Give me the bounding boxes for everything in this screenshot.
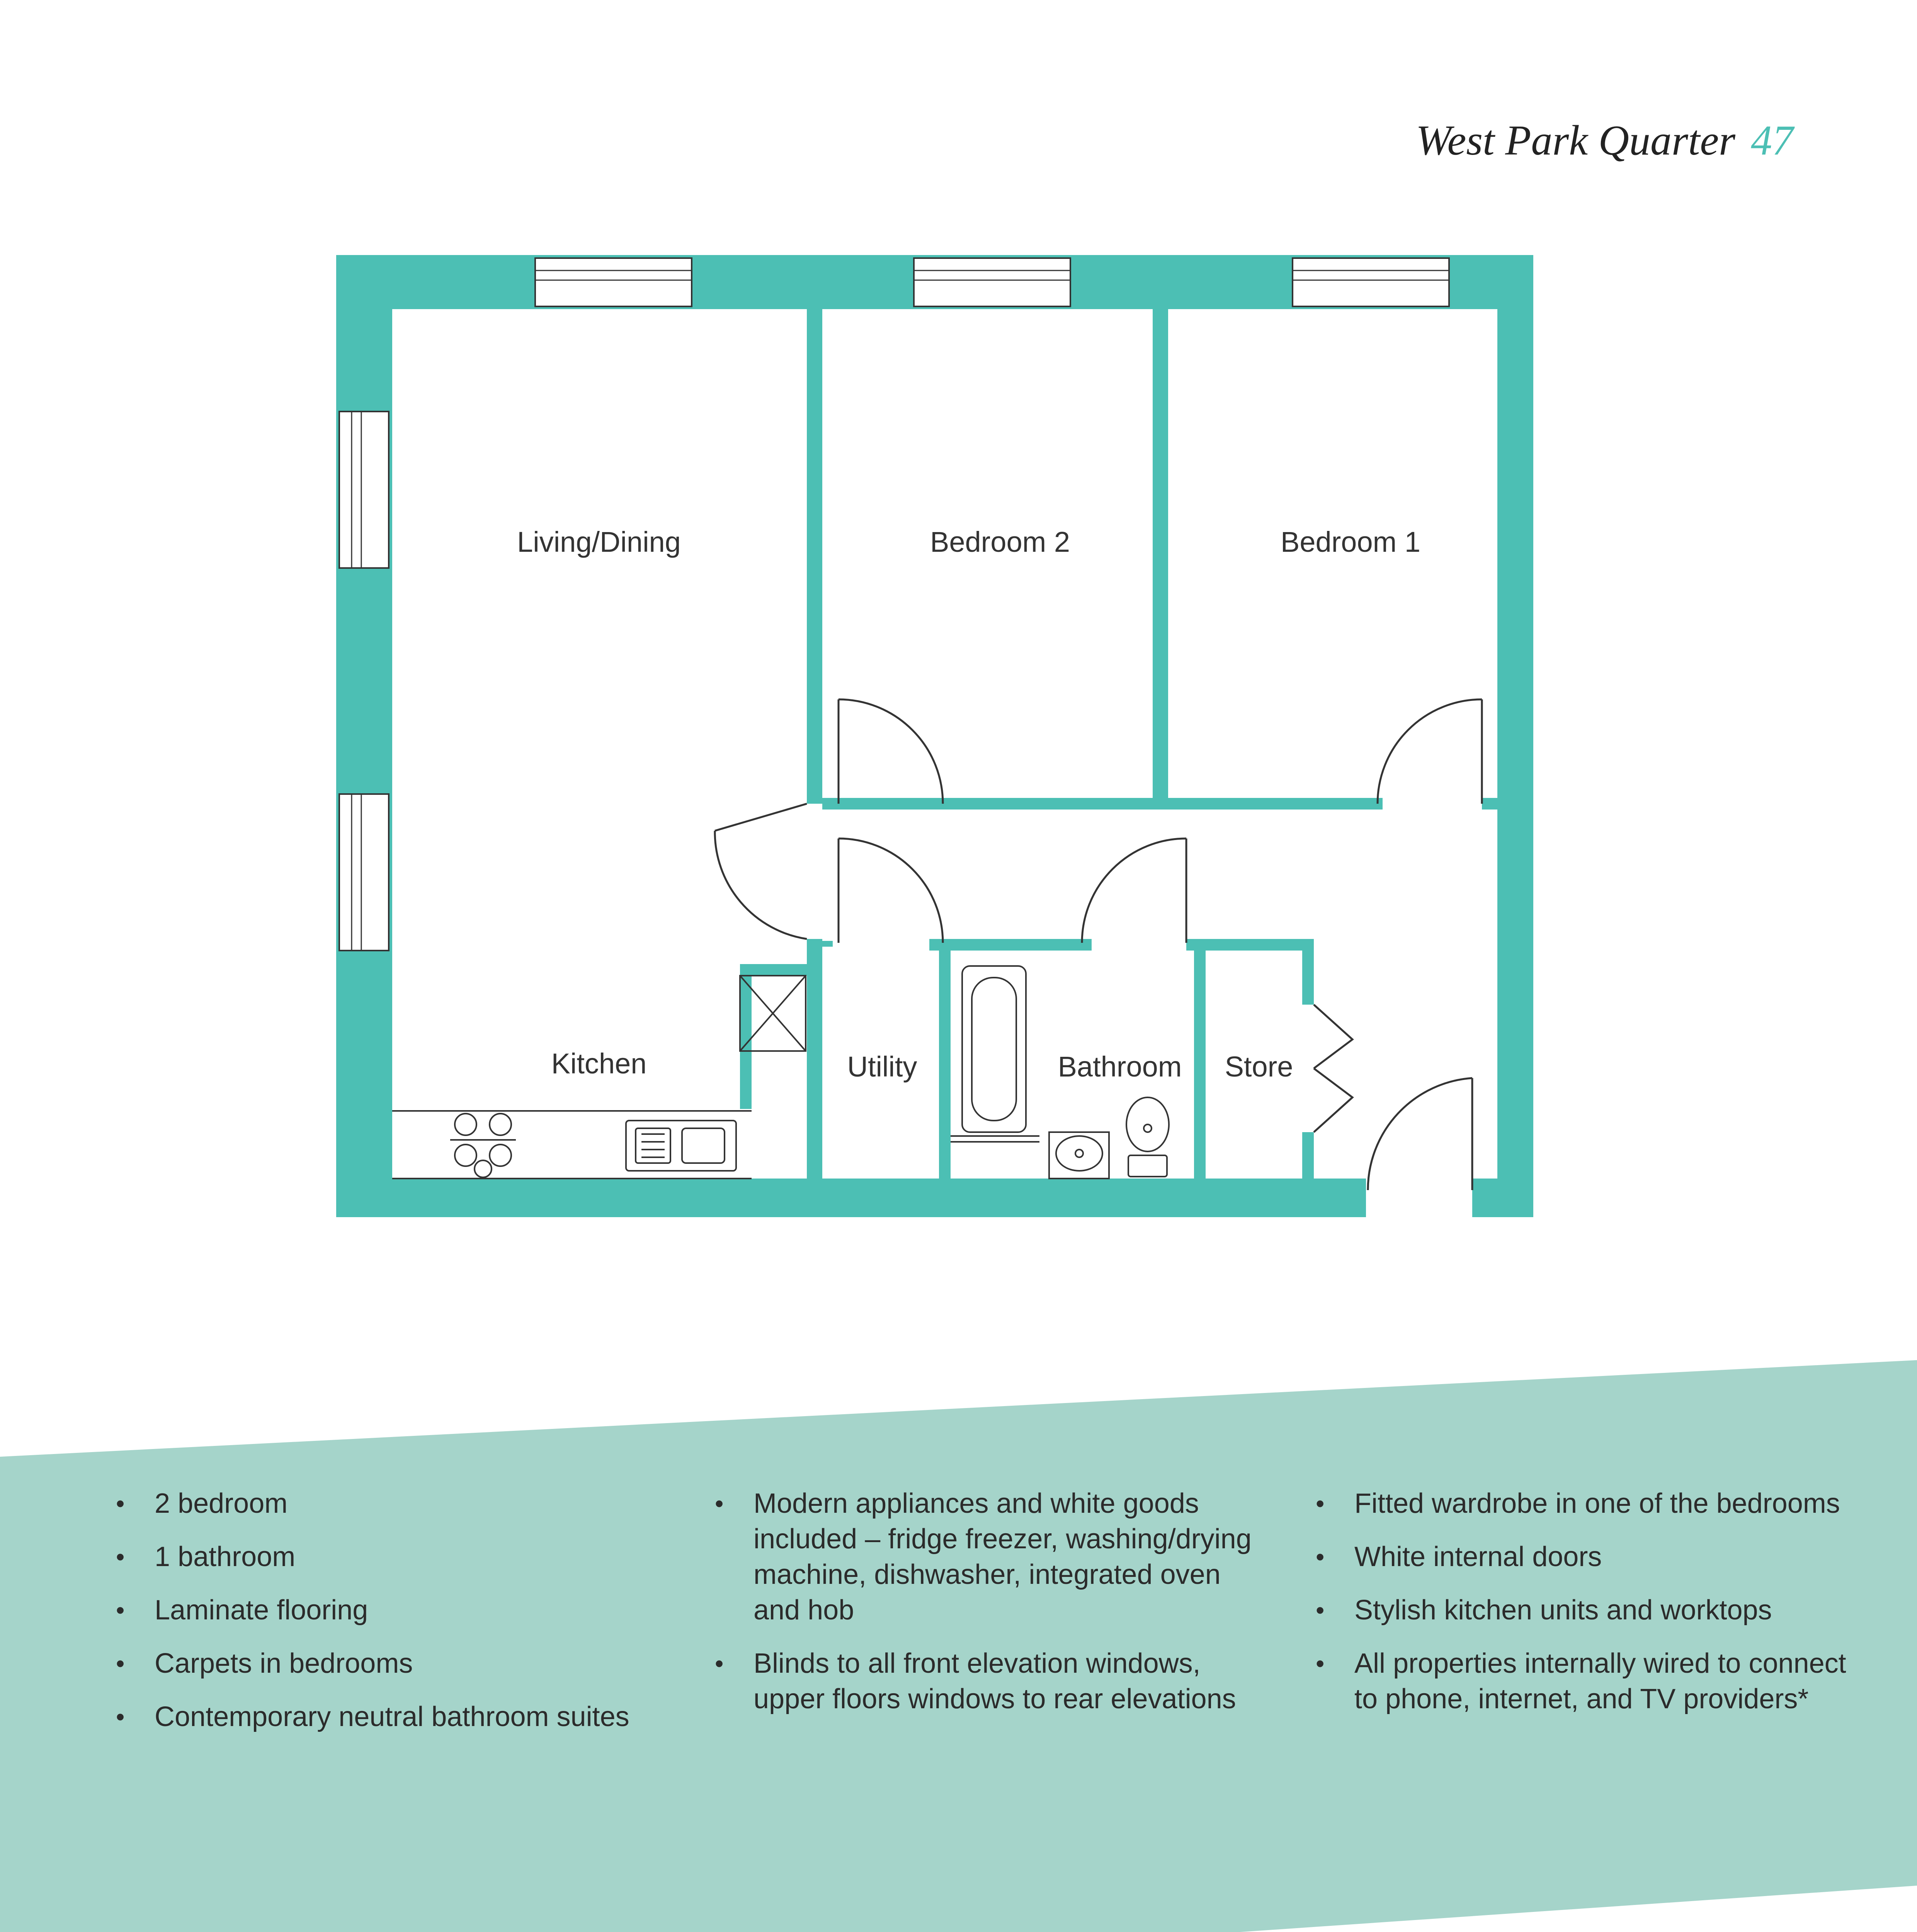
room-label-bedroom1: Bedroom 1 (1281, 526, 1420, 558)
feature-item: • Modern appliances and white goods included – fridge freezer, washing/drying machine, dishwasher, integrated oven and hob (715, 1486, 1264, 1628)
feature-item: • Contemporary neutral bathroom suites (116, 1699, 665, 1735)
features-column-3 (1316, 1486, 1864, 1735)
feature-item: • 1 bathroom (116, 1539, 665, 1575)
feature-item: • White internal doors (1316, 1539, 1864, 1575)
feature-item: • All properties internally wired to connect to phone, internet, and TV providers* (1316, 1646, 1864, 1717)
development-title: West Park Quarter (1416, 117, 1735, 164)
room-label-kitchen: Kitchen (551, 1048, 647, 1080)
feature-item: • Carpets in bedrooms (116, 1646, 665, 1681)
page-number: 47 (1751, 117, 1793, 164)
feature-item: • 2 bedroom (116, 1486, 665, 1521)
room-label-bedroom2: Bedroom 2 (930, 526, 1070, 558)
room-label-utility: Utility (847, 1051, 917, 1083)
room-label-bathroom: Bathroom (1058, 1051, 1182, 1083)
feature-item: • Fitted wardrobe in one of the bedrooms (1316, 1486, 1864, 1521)
feature-item: • Blinds to all front elevation windows, upper floors windows to rear elevations (715, 1646, 1264, 1717)
features-column-2 (715, 1486, 1264, 1735)
room-label-store: Store (1225, 1051, 1293, 1083)
features-column-1 (116, 1486, 665, 1752)
feature-item: • Stylish kitchen units and worktops (1316, 1592, 1864, 1628)
feature-item: • Laminate flooring (116, 1592, 665, 1628)
room-label-living: Living/Dining (517, 526, 681, 558)
